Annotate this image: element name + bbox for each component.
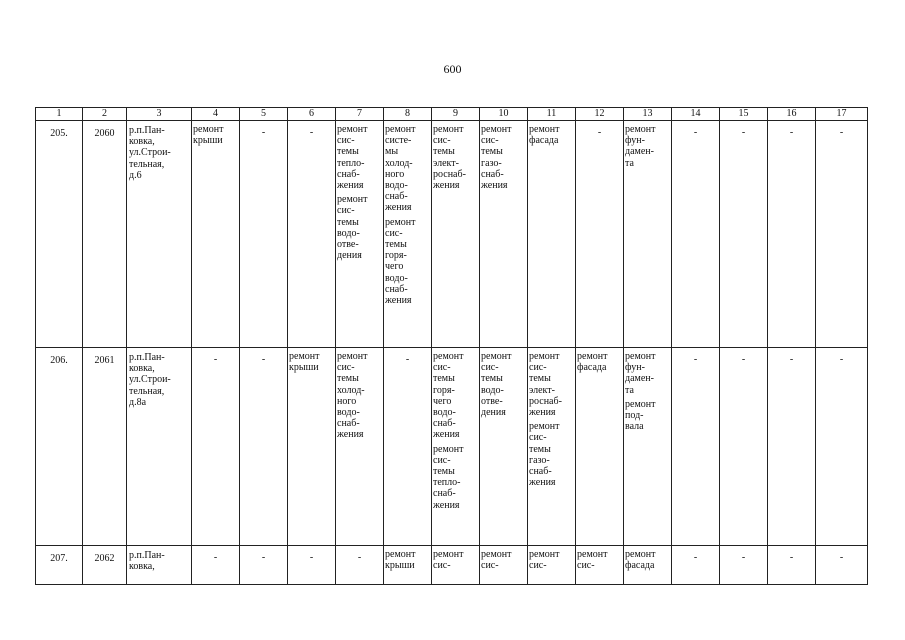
work-item-line: ного — [337, 395, 357, 407]
work-cell — [768, 546, 816, 585]
address — [127, 121, 191, 181]
column-number: 8 — [384, 108, 432, 121]
empty-dash: - — [213, 354, 218, 365]
column-number: 9 — [432, 108, 480, 121]
work-item-line: водо- — [481, 384, 504, 396]
column-number: 16 — [768, 108, 816, 121]
work-cell — [576, 348, 624, 546]
work-cell — [480, 121, 528, 348]
work-item-line: ремонт — [337, 351, 368, 362]
work-cell — [528, 546, 576, 585]
work-item-line: крыши — [193, 135, 223, 147]
work-cell — [384, 348, 432, 546]
table-row — [36, 121, 868, 348]
work-cell — [528, 348, 576, 546]
column-number: 7 — [336, 108, 384, 121]
column-number: 13 — [624, 108, 672, 121]
work-item-line: сис- — [433, 362, 451, 374]
work-item-line: фасада — [625, 560, 655, 572]
work-cell — [672, 121, 720, 348]
work-item — [624, 396, 671, 433]
work-item-line: темы — [337, 373, 359, 385]
address-cell — [127, 546, 192, 585]
work-item-line: ремонт — [577, 351, 608, 362]
address-line: тельная, — [129, 385, 165, 397]
work-item-line: ремонт — [529, 549, 560, 560]
work-item-line: снаб- — [433, 488, 456, 500]
address-line: д.6 — [129, 169, 142, 181]
row-number-cell — [36, 348, 83, 546]
work-cell — [624, 121, 672, 348]
address-line: ковка, — [129, 363, 155, 375]
work-cell — [480, 546, 528, 585]
work-item-line: сис- — [433, 560, 451, 572]
column-number: 1 — [36, 108, 83, 121]
object-code: 2062 — [94, 553, 115, 564]
address-line: ул.Строи- — [129, 374, 171, 386]
work-item-line: ремонт — [625, 124, 656, 135]
work-item-line: темы — [433, 373, 455, 385]
work-item-line: снаб- — [337, 168, 360, 180]
work-item-line: ремонт — [481, 351, 512, 362]
work-item-line: газо- — [529, 454, 550, 466]
work-item-line: жения — [337, 429, 364, 441]
work-cell — [240, 546, 288, 585]
work-cell — [288, 546, 336, 585]
work-item — [384, 214, 431, 307]
address — [127, 546, 191, 572]
work-cell — [576, 546, 624, 585]
column-number: 10 — [480, 108, 528, 121]
work-item-line: чего — [385, 261, 404, 273]
work-item-line: чего — [433, 395, 452, 407]
work-item-line: ремонт — [385, 549, 416, 560]
work-item-line: ремонт — [529, 351, 560, 362]
object-code: 2060 — [94, 128, 115, 139]
address-cell — [127, 121, 192, 348]
work-item-line: ремонт — [337, 124, 368, 135]
work-item — [432, 121, 479, 191]
work-item-line: сис- — [577, 560, 595, 572]
work-item — [432, 348, 479, 441]
object-code-cell — [83, 546, 127, 585]
empty-dash: - — [789, 354, 794, 365]
work-item-line: жения — [529, 407, 556, 419]
work-item-line: ремонт — [385, 216, 416, 228]
work-cell — [816, 121, 868, 348]
address-line: р.п.Пан- — [129, 550, 165, 561]
row-number-cell — [36, 546, 83, 585]
empty-dash: - — [693, 127, 698, 138]
empty-dash: - — [405, 354, 410, 365]
empty-dash: - — [261, 552, 266, 563]
work-item-line: та — [625, 157, 634, 169]
work-cell — [528, 121, 576, 348]
empty-dash: - — [261, 354, 266, 365]
work-item-line: горя- — [385, 250, 407, 262]
page-number: 600 — [443, 62, 462, 76]
object-code-cell — [83, 121, 127, 348]
empty-dash: - — [839, 127, 844, 138]
column-number: 5 — [240, 108, 288, 121]
column-number: 4 — [192, 108, 240, 121]
work-item-line: сис- — [385, 227, 403, 239]
work-cell — [816, 546, 868, 585]
work-item-line: водо- — [385, 180, 408, 192]
work-item-line: жения — [529, 477, 556, 489]
work-item-line: систе- — [385, 135, 412, 147]
work-item-line: ремонт — [289, 351, 320, 362]
table-row — [36, 546, 868, 585]
work-item-line: ремонт — [481, 549, 512, 560]
work-item-line: жения — [385, 295, 412, 307]
work-item-line: жения — [433, 180, 460, 192]
address-line: ковка, — [129, 136, 155, 148]
work-item-line: ремонт — [481, 124, 512, 135]
work-item — [480, 121, 527, 191]
work-item-line: водо- — [385, 272, 408, 284]
work-item-line: жения — [385, 202, 412, 214]
work-item-line: холод- — [385, 157, 413, 169]
work-item-line: темы — [481, 146, 503, 158]
column-number: 11 — [528, 108, 576, 121]
work-item — [480, 546, 527, 571]
work-item-line: снаб- — [337, 418, 360, 430]
work-item-line: тепло- — [337, 157, 365, 169]
address-line: д.8а — [129, 396, 147, 408]
work-cell — [480, 348, 528, 546]
work-item-line: вала — [625, 421, 644, 433]
work-cell — [384, 121, 432, 348]
work-item-line: сис- — [433, 135, 451, 147]
work-item-line: ного — [385, 168, 405, 180]
address-cell — [127, 348, 192, 546]
empty-dash: - — [309, 127, 314, 138]
row-number: 206. — [50, 355, 68, 366]
empty-dash: - — [357, 552, 362, 563]
work-item — [624, 546, 671, 571]
work-item-line: под- — [625, 410, 644, 422]
work-item-line: крыши — [385, 560, 415, 572]
empty-dash: - — [693, 354, 698, 365]
work-item-line: ремонт — [385, 124, 416, 135]
table-row — [36, 348, 868, 546]
work-item-line: фун- — [625, 362, 645, 374]
work-item-line: сис- — [337, 362, 355, 374]
work-item-line: ремонт — [529, 124, 560, 135]
work-item — [336, 121, 383, 191]
work-cell — [624, 546, 672, 585]
work-cell — [432, 348, 480, 546]
work-item-line: жения — [433, 429, 460, 441]
work-item-line: темы — [433, 466, 455, 478]
work-item-line: фасада — [529, 135, 559, 147]
work-item-line: темы — [529, 443, 551, 455]
work-item-line: водо- — [337, 227, 360, 239]
work-item-line: водо- — [433, 407, 456, 419]
work-item-line: снаб- — [385, 283, 408, 295]
row-number: 207. — [50, 553, 68, 564]
work-item-line: темы — [337, 216, 359, 228]
work-item — [624, 348, 671, 396]
work-item-line: фасада — [577, 362, 607, 374]
work-cell — [384, 546, 432, 585]
work-item-line: темы — [337, 146, 359, 158]
work-cell — [672, 348, 720, 546]
row-number-cell — [36, 121, 83, 348]
column-number: 14 — [672, 108, 720, 121]
work-item-line: сис- — [337, 205, 355, 217]
work-item — [336, 191, 383, 261]
work-item-line: тепло- — [433, 477, 461, 489]
work-item-line: дения — [337, 250, 362, 262]
work-item — [432, 441, 479, 511]
work-item-line: сис- — [529, 560, 547, 572]
column-number: 15 — [720, 108, 768, 121]
work-item-line: снаб- — [385, 191, 408, 203]
work-item-line: горя- — [433, 384, 455, 396]
work-item-line: ремонт — [577, 549, 608, 560]
work-item-line: ремонт — [337, 194, 368, 206]
work-item-line: сис- — [337, 135, 355, 147]
work-item — [576, 348, 623, 373]
work-item — [576, 546, 623, 571]
work-item-line: роснаб- — [433, 168, 466, 180]
work-cell — [720, 348, 768, 546]
work-item — [384, 546, 431, 571]
work-item-line: жения — [433, 499, 460, 511]
work-item — [384, 121, 431, 214]
work-item-line: ремонт — [433, 549, 464, 560]
work-cell — [288, 121, 336, 348]
work-item-line: ремонт — [625, 549, 656, 560]
empty-dash: - — [789, 552, 794, 563]
column-number: 6 — [288, 108, 336, 121]
work-item — [624, 121, 671, 169]
work-cell — [336, 348, 384, 546]
repair-schedule-table — [35, 107, 868, 585]
work-item-line: снаб- — [433, 418, 456, 430]
work-item — [288, 348, 335, 373]
work-item — [432, 546, 479, 571]
work-item — [528, 418, 575, 488]
work-cell — [432, 121, 480, 348]
work-item-line: темы — [433, 146, 455, 158]
address — [127, 348, 191, 408]
column-number-row — [36, 108, 868, 121]
work-cell — [576, 121, 624, 348]
work-item-line: мы — [385, 146, 399, 158]
work-item-line: сис- — [529, 432, 547, 444]
work-item-line: та — [625, 384, 634, 396]
work-item-line: жения — [337, 180, 364, 192]
empty-dash: - — [597, 127, 602, 138]
work-item-line: темы — [529, 373, 551, 385]
work-cell — [336, 546, 384, 585]
work-item-line: ремонт — [529, 421, 560, 433]
work-cell — [192, 348, 240, 546]
work-item-line: ремонт — [625, 351, 656, 362]
work-item-line: сис- — [481, 560, 499, 572]
empty-dash: - — [839, 354, 844, 365]
work-item-line: ремонт — [193, 124, 224, 135]
work-item-line: дамен- — [625, 146, 654, 158]
work-item — [480, 348, 527, 418]
work-cell — [624, 348, 672, 546]
object-code: 2061 — [94, 355, 115, 366]
column-number: 2 — [83, 108, 127, 121]
work-item-line: сис- — [529, 362, 547, 374]
address-line: р.п.Пан- — [129, 125, 165, 136]
work-item-line: снаб- — [481, 168, 504, 180]
empty-dash: - — [309, 552, 314, 563]
work-item-line: газо- — [481, 157, 502, 169]
work-item-line: сис- — [481, 135, 499, 147]
work-item — [528, 121, 575, 146]
work-item-line: дения — [481, 407, 506, 419]
work-item-line: холод- — [337, 384, 365, 396]
work-item — [528, 348, 575, 418]
work-cell — [240, 121, 288, 348]
work-item-line: жения — [481, 180, 508, 192]
work-item-line: сис- — [433, 454, 451, 466]
empty-dash: - — [693, 552, 698, 563]
column-number: 3 — [127, 108, 192, 121]
work-item-line: отве- — [337, 239, 359, 251]
work-cell — [720, 121, 768, 348]
work-item — [336, 348, 383, 441]
work-item — [528, 546, 575, 571]
work-item-line: ремонт — [433, 443, 464, 455]
address-line: тельная, — [129, 158, 165, 170]
work-item-line: крыши — [289, 362, 319, 374]
work-item-line: ремонт — [625, 398, 656, 410]
work-item-line: роснаб- — [529, 395, 562, 407]
work-item-line: ремонт — [433, 124, 464, 135]
work-cell — [192, 546, 240, 585]
row-number: 205. — [50, 128, 68, 139]
work-cell — [720, 546, 768, 585]
work-cell — [816, 348, 868, 546]
work-item-line: ремонт — [433, 351, 464, 362]
work-cell — [672, 546, 720, 585]
work-cell — [240, 348, 288, 546]
empty-dash: - — [741, 127, 746, 138]
work-item-line: темы — [481, 373, 503, 385]
address-line: ул.Строи- — [129, 147, 171, 159]
empty-dash: - — [213, 552, 218, 563]
work-item — [192, 121, 239, 146]
work-cell — [432, 546, 480, 585]
work-item-line: темы — [385, 239, 407, 251]
work-item-line: элект- — [433, 157, 459, 169]
work-item-line: фун- — [625, 135, 645, 147]
empty-dash: - — [839, 552, 844, 563]
work-cell — [336, 121, 384, 348]
work-cell — [288, 348, 336, 546]
work-item-line: снаб- — [529, 466, 552, 478]
object-code-cell — [83, 348, 127, 546]
work-cell — [768, 121, 816, 348]
work-item-line: элект- — [529, 384, 555, 396]
work-item-line: отве- — [481, 395, 503, 407]
empty-dash: - — [741, 552, 746, 563]
column-number: 17 — [816, 108, 868, 121]
work-cell — [192, 121, 240, 348]
work-item-line: водо- — [337, 407, 360, 419]
empty-dash: - — [261, 127, 266, 138]
work-cell — [768, 348, 816, 546]
empty-dash: - — [789, 127, 794, 138]
address-line: ковка, — [129, 561, 155, 573]
address-line: р.п.Пан- — [129, 352, 165, 363]
column-number: 12 — [576, 108, 624, 121]
work-item-line: дамен- — [625, 373, 654, 385]
work-item-line: сис- — [481, 362, 499, 374]
empty-dash: - — [741, 354, 746, 365]
